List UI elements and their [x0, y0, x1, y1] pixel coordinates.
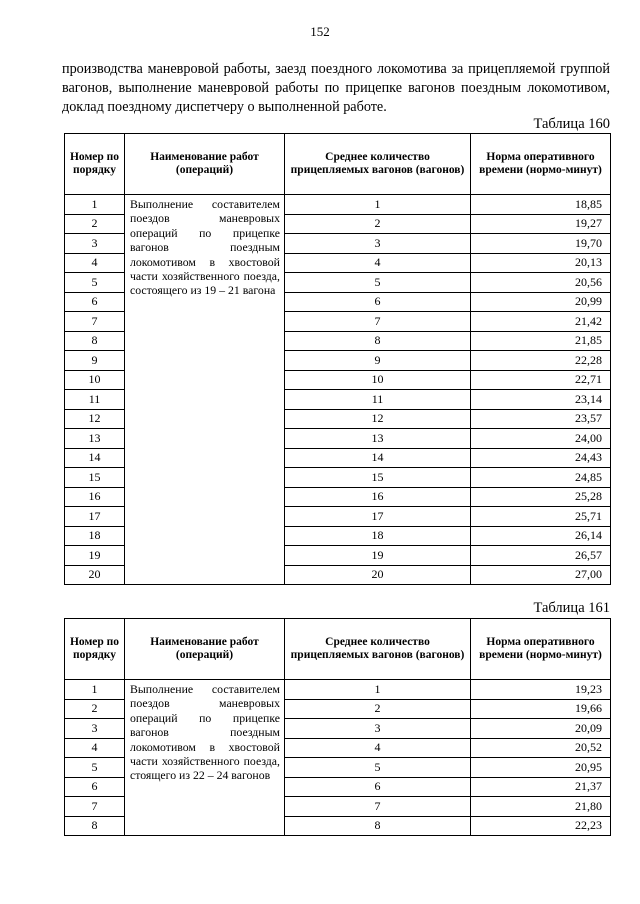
table-row	[65, 195, 611, 215]
table-160	[64, 133, 611, 585]
row-number: 10	[65, 370, 125, 390]
wagon-count: 17	[285, 507, 471, 527]
header-wagons: Среднее количество прицепляемых вагонов (вагонов)	[285, 134, 471, 195]
table-161	[64, 618, 611, 836]
row-number: 16	[65, 487, 125, 507]
header-number: Номер по порядку	[65, 619, 125, 680]
page-number: 152	[310, 24, 330, 39]
wagon-count: 19	[285, 546, 471, 566]
norm-minutes: 19,70	[471, 234, 611, 254]
wagon-count: 6	[285, 292, 471, 312]
wagon-count: 7	[285, 312, 471, 332]
norm-minutes: 23,14	[471, 390, 611, 410]
wagon-count: 3	[285, 719, 471, 739]
row-number: 6	[65, 292, 125, 312]
row-number: 7	[65, 797, 125, 817]
norm-minutes: 20,13	[471, 253, 611, 273]
norm-minutes: 27,00	[471, 565, 611, 585]
wagon-count: 2	[285, 699, 471, 719]
wagon-count: 7	[285, 797, 471, 817]
row-number: 3	[65, 719, 125, 739]
norm-minutes: 21,42	[471, 312, 611, 332]
table-row	[65, 680, 611, 700]
norm-minutes: 22,71	[471, 370, 611, 390]
wagon-count: 16	[285, 487, 471, 507]
header-operation: Наименование работ (операций)	[125, 619, 285, 680]
wagon-count: 20	[285, 565, 471, 585]
header-operation: Наименование работ (операций)	[125, 134, 285, 195]
wagon-count: 6	[285, 777, 471, 797]
norm-minutes: 18,85	[471, 195, 611, 215]
wagon-count: 15	[285, 468, 471, 488]
norm-minutes: 21,85	[471, 331, 611, 351]
norm-minutes: 24,85	[471, 468, 611, 488]
row-number: 8	[65, 331, 125, 351]
row-number: 2	[65, 699, 125, 719]
norm-minutes: 19,27	[471, 214, 611, 234]
row-number: 4	[65, 738, 125, 758]
row-number: 18	[65, 526, 125, 546]
row-number: 20	[65, 565, 125, 585]
operation-description: Выполнение составителем поездов маневровых операций по прицепке вагонов поездным локомотивом в хвостовой части хозяйственного поезда, состоящего из 19 – 21 вагона	[125, 195, 285, 585]
row-number: 3	[65, 234, 125, 254]
row-number: 6	[65, 777, 125, 797]
row-number: 5	[65, 758, 125, 778]
norm-minutes: 24,00	[471, 429, 611, 449]
intro-text: производства маневровой работы, заезд поездного локомотива за прицепляемой группой вагонов, выполнение маневровой работы по прицепке вагонов поездным локомотивом, доклад поездному диспетчеру о выполненной работе.	[62, 61, 610, 115]
row-number: 2	[65, 214, 125, 234]
intro-paragraph	[62, 60, 610, 117]
row-number: 1	[65, 680, 125, 700]
wagon-count: 8	[285, 816, 471, 836]
table-161-caption: Таблица 161	[533, 600, 610, 616]
row-number: 13	[65, 429, 125, 449]
wagon-count: 4	[285, 253, 471, 273]
wagon-count: 10	[285, 370, 471, 390]
wagon-count: 18	[285, 526, 471, 546]
wagon-count: 12	[285, 409, 471, 429]
norm-minutes: 20,09	[471, 719, 611, 739]
norm-minutes: 19,23	[471, 680, 611, 700]
wagon-count: 1	[285, 195, 471, 215]
header-wagons: Среднее количество прицепляемых вагонов (вагонов)	[285, 619, 471, 680]
row-number: 7	[65, 312, 125, 332]
norm-minutes: 22,23	[471, 816, 611, 836]
row-number: 19	[65, 546, 125, 566]
norm-minutes: 25,28	[471, 487, 611, 507]
norm-minutes: 20,52	[471, 738, 611, 758]
wagon-count: 5	[285, 273, 471, 293]
norm-minutes: 26,57	[471, 546, 611, 566]
row-number: 1	[65, 195, 125, 215]
norm-minutes: 24,43	[471, 448, 611, 468]
norm-minutes: 22,28	[471, 351, 611, 371]
norm-minutes: 20,99	[471, 292, 611, 312]
wagon-count: 11	[285, 390, 471, 410]
wagon-count: 8	[285, 331, 471, 351]
row-number: 14	[65, 448, 125, 468]
norm-minutes: 19,66	[471, 699, 611, 719]
wagon-count: 13	[285, 429, 471, 449]
norm-minutes: 20,56	[471, 273, 611, 293]
row-number: 12	[65, 409, 125, 429]
norm-minutes: 20,95	[471, 758, 611, 778]
wagon-count: 1	[285, 680, 471, 700]
norm-minutes: 26,14	[471, 526, 611, 546]
header-norm: Норма оперативного времени (нормо-минут)	[471, 619, 611, 680]
table-160-caption: Таблица 160	[533, 116, 610, 132]
wagon-count: 2	[285, 214, 471, 234]
operation-description: Выполнение составителем поездов маневровых операций по прицепке вагонов поездным локомотивом в хвостовой части хозяйственного поезда, стоящего из 22 – 24 вагонов	[125, 680, 285, 836]
row-number: 4	[65, 253, 125, 273]
norm-minutes: 21,37	[471, 777, 611, 797]
wagon-count: 4	[285, 738, 471, 758]
row-number: 15	[65, 468, 125, 488]
wagon-count: 3	[285, 234, 471, 254]
row-number: 11	[65, 390, 125, 410]
norm-minutes: 23,57	[471, 409, 611, 429]
norm-minutes: 21,80	[471, 797, 611, 817]
row-number: 5	[65, 273, 125, 293]
header-norm: Норма оперативного времени (нормо-минут)	[471, 134, 611, 195]
row-number: 17	[65, 507, 125, 527]
wagon-count: 5	[285, 758, 471, 778]
norm-minutes: 25,71	[471, 507, 611, 527]
row-number: 8	[65, 816, 125, 836]
header-number: Номер по порядку	[65, 134, 125, 195]
wagon-count: 14	[285, 448, 471, 468]
wagon-count: 9	[285, 351, 471, 371]
row-number: 9	[65, 351, 125, 371]
